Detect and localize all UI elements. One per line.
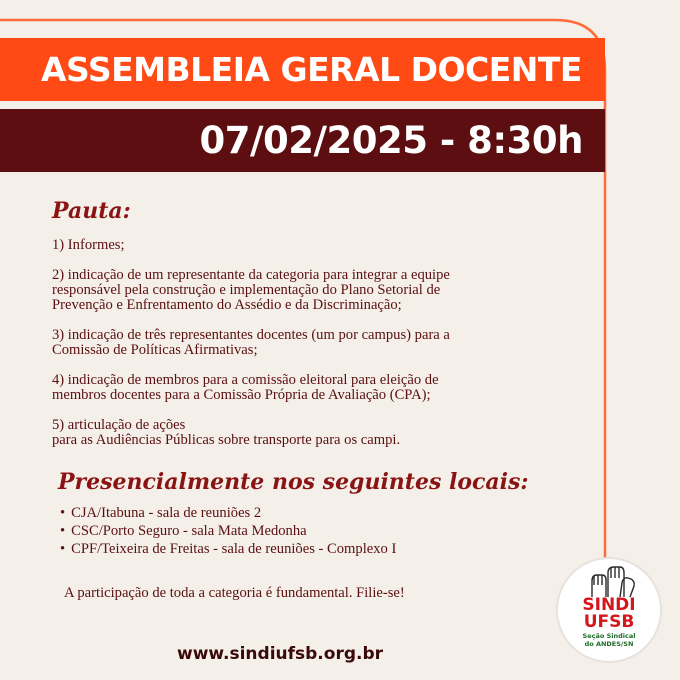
agenda-item: 4) indicação de membros para a comissão eleitoral para eleição de membros docentes para a Comissão Própria de Avaliação (CPA); bbox=[52, 372, 439, 403]
logo-subtitle: Seção Sindical do ANDES/SN bbox=[582, 632, 636, 648]
location-item: • CPF/Teixeira de Freitas - sala de reuniões - Complexo I bbox=[60, 540, 396, 558]
date-banner bbox=[0, 109, 605, 172]
agenda-item: 1) Informes; bbox=[52, 237, 125, 253]
logo-line1: SINDI bbox=[582, 595, 636, 615]
agenda-list bbox=[52, 238, 572, 463]
logo-line2: UFSB bbox=[583, 612, 635, 632]
event-datetime: 07/02/2025 - 8:30h bbox=[199, 119, 583, 162]
location-item: • CSC/Porto Seguro - sala Mata Medonha bbox=[60, 522, 396, 540]
agenda-heading: Pauta: bbox=[52, 198, 131, 224]
title-banner bbox=[0, 38, 605, 101]
locations-list bbox=[60, 504, 396, 558]
locations-heading: Presencialmente nos seguintes locais: bbox=[58, 469, 529, 495]
agenda-item: 2) indicação de um representante da categoria para integrar a equipe responsável pela construção e implementação do Plano Setorial de Prevenção e Enfrentamento do Assédio e da Discriminação; bbox=[52, 267, 450, 313]
location-item: • CJA/Itabuna - sala de reuniões 2 bbox=[60, 504, 396, 522]
agenda-item: 3) indicação de três representantes docentes (um por campus) para a Comissão de Políticas Afirmativas; bbox=[52, 327, 450, 358]
agenda-item: 5) articulação de ações para as Audiências Públicas sobre transporte para os campi. bbox=[52, 417, 401, 448]
closing-message: A participação de toda a categoria é fundamental. Filie-se! bbox=[64, 585, 405, 601]
sindiufsb-logo bbox=[556, 557, 662, 663]
page-title: ASSEMBLEIA GERAL DOCENTE bbox=[41, 50, 582, 89]
website-link[interactable]: www.sindiufsb.org.br bbox=[176, 644, 384, 664]
